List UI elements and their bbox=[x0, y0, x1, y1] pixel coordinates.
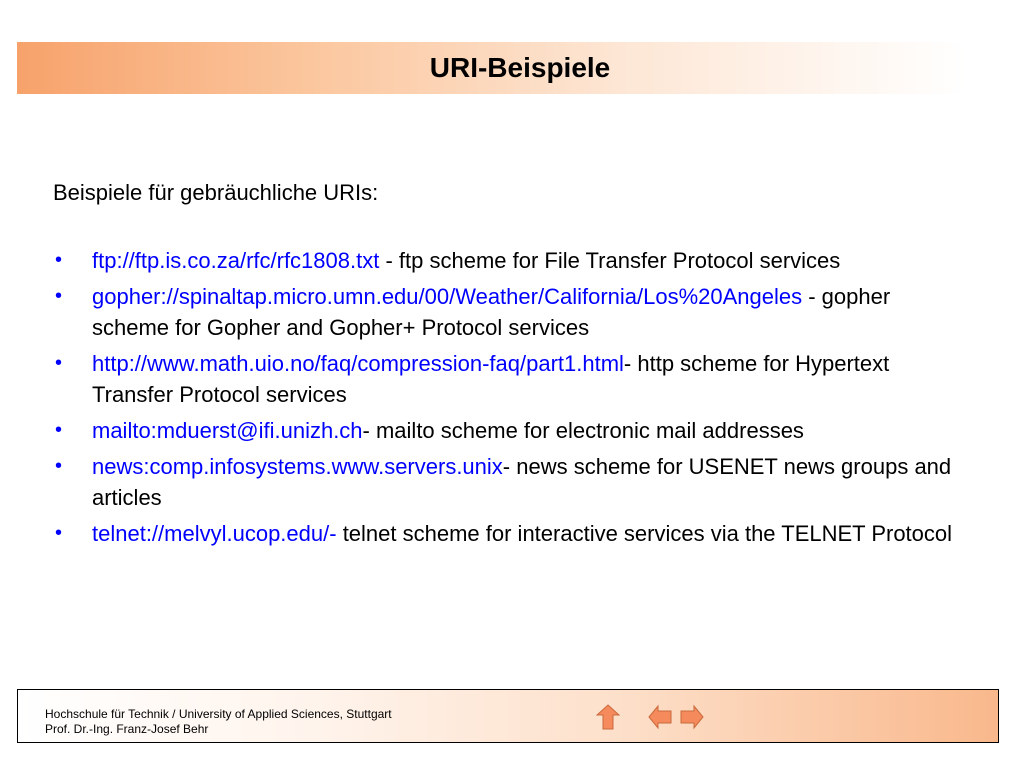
telnet-uri-link[interactable]: telnet://melvyl.ucop.edu/- bbox=[92, 521, 337, 546]
item-description: - ftp scheme for File Transfer Protocol services bbox=[379, 248, 841, 273]
list-item bbox=[53, 281, 953, 343]
http-uri-link[interactable]: http://www.math.uio.no/faq/compression-faq/part1.html bbox=[92, 351, 624, 376]
bullet-icon: • bbox=[55, 249, 63, 271]
item-description: - http scheme for Hypertext Transfer Protocol services bbox=[92, 351, 890, 407]
item-description: - mailto scheme for electronic mail addresses bbox=[362, 418, 804, 443]
bullet-icon: • bbox=[55, 522, 63, 544]
arrow-right-icon bbox=[680, 704, 704, 730]
bullet-icon: • bbox=[55, 352, 63, 374]
item-description: - gopher scheme for Gopher and Gopher+ Protocol services bbox=[92, 284, 891, 340]
item-description: telnet scheme for interactive services via the TELNET Protocol bbox=[336, 521, 953, 546]
footer-text bbox=[45, 707, 392, 737]
uri-examples-list bbox=[53, 245, 953, 554]
arrow-left-icon bbox=[648, 704, 672, 730]
news-uri-link[interactable]: news:comp.infosystems.www.servers.unix bbox=[92, 454, 503, 479]
nav-up-button[interactable] bbox=[596, 704, 620, 730]
list-item bbox=[53, 348, 953, 410]
bullet-icon: • bbox=[55, 285, 63, 307]
item-description: - news scheme for USENET news groups and articles bbox=[92, 454, 952, 510]
list-item bbox=[53, 245, 953, 276]
footer-author: Prof. Dr.-Ing. Franz-Josef Behr bbox=[45, 722, 209, 736]
mailto-uri-link[interactable]: mailto:mduerst@ifi.unizh.ch bbox=[92, 418, 363, 443]
nav-back-button[interactable] bbox=[648, 704, 672, 730]
list-item bbox=[53, 451, 953, 513]
ftp-uri-link[interactable]: ftp://ftp.is.co.za/rfc/rfc1808.txt bbox=[92, 248, 380, 273]
footer bbox=[17, 689, 999, 743]
gopher-uri-link[interactable]: gopher://spinaltap.micro.umn.edu/00/Weather/California/Los%20Angeles bbox=[92, 284, 803, 309]
bullet-icon: • bbox=[55, 419, 63, 441]
nav-forward-button[interactable] bbox=[680, 704, 704, 730]
arrow-up-icon bbox=[596, 704, 620, 730]
list-item bbox=[53, 415, 953, 446]
bullet-icon: • bbox=[55, 455, 63, 477]
footer-institution: Hochschule für Technik / University of Applied Sciences, Stuttgart bbox=[45, 707, 392, 721]
intro-text: Beispiele für gebräuchliche URIs: bbox=[53, 180, 379, 205]
slide-title: URI-Beispiele bbox=[429, 52, 611, 83]
list-item bbox=[53, 518, 953, 549]
title-bar bbox=[17, 42, 1017, 94]
